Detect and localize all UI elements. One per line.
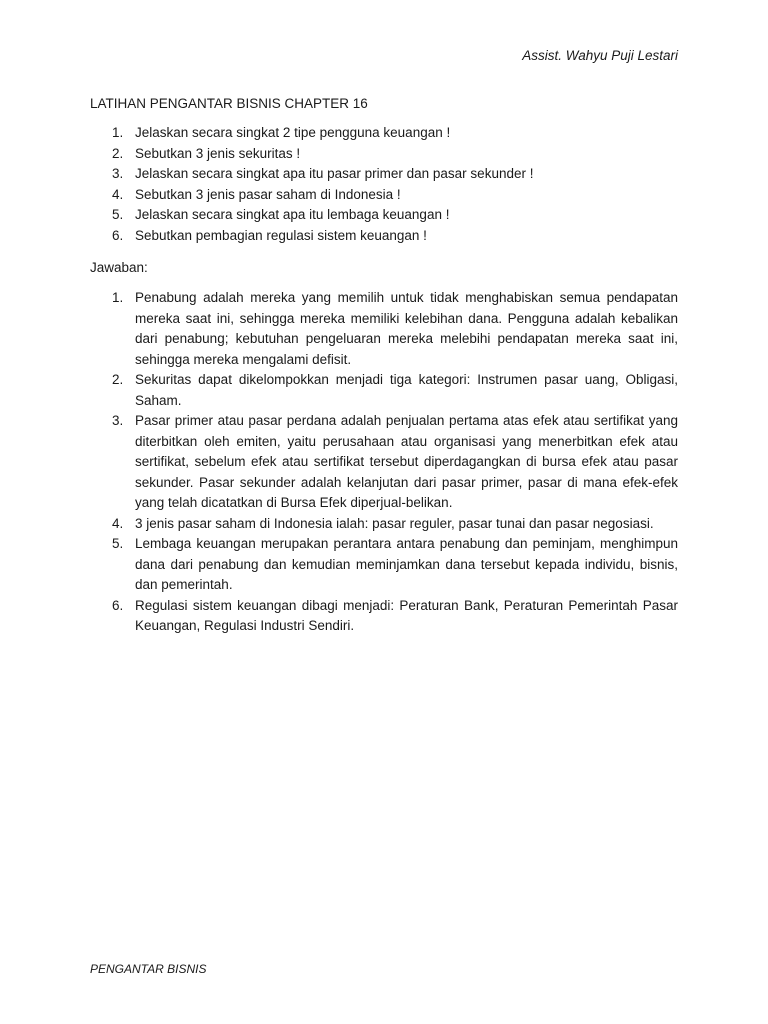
question-text: Jelaskan secara singkat apa itu lembaga keuangan ! <box>135 207 450 222</box>
list-item <box>90 411 678 514</box>
list-item <box>90 185 678 206</box>
question-list <box>90 123 678 246</box>
answer-list <box>90 288 678 637</box>
item-number: 6. <box>112 227 124 243</box>
question-text: Jelaskan secara singkat 2 tipe pengguna keuangan ! <box>135 125 451 140</box>
list-item <box>90 164 678 185</box>
item-number: 3. <box>112 166 124 181</box>
answer-text: 3 jenis pasar saham di Indonesia ialah: pasar reguler, pasar tunai dan pasar negosiasi. <box>135 515 654 531</box>
list-item <box>90 370 678 411</box>
item-number: 1. <box>112 290 124 305</box>
item-number: 1. <box>112 125 124 140</box>
list-item <box>90 144 678 165</box>
item-number: 5. <box>112 536 124 551</box>
question-text: Sebutkan 3 jenis pasar saham di Indonesia ! <box>135 186 401 202</box>
question-text: Jelaskan secara singkat apa itu pasar primer dan pasar sekunder ! <box>135 166 534 181</box>
item-number: 2. <box>112 372 124 387</box>
header-author: Assist. Wahyu Puji Lestari <box>522 48 678 63</box>
list-item <box>90 205 678 226</box>
list-item <box>90 514 678 535</box>
item-number: 4. <box>112 515 124 531</box>
list-item <box>90 596 678 637</box>
question-text: Sebutkan pembagian regulasi sistem keuangan ! <box>135 227 427 243</box>
question-text: Sebutkan 3 jenis sekuritas ! <box>135 145 301 161</box>
list-item <box>90 123 678 144</box>
list-item <box>90 226 678 247</box>
answer-text: Penabung adalah mereka yang memilih untuk tidak menghabiskan semua pendapatan mereka saat ini, sehingga mereka memiliki kelebihan dana. Pengguna adalah kebalikan dari penabung; kebutuhan pengeluaran mereka melebihi pendapatan mereka saat ini, sehingga mereka mengalami defisit. <box>135 290 678 367</box>
list-item <box>90 288 678 370</box>
item-number: 2. <box>112 145 124 161</box>
item-number: 5. <box>112 207 124 222</box>
item-number: 6. <box>112 597 124 613</box>
item-number: 4. <box>112 186 124 202</box>
page-footer: PENGANTAR BISNIS <box>90 962 207 976</box>
item-number: 3. <box>112 413 124 428</box>
page-title: LATIHAN PENGANTAR BISNIS CHAPTER 16 <box>90 96 368 111</box>
list-item <box>90 534 678 596</box>
answer-text: Regulasi sistem keuangan dibagi menjadi: Peraturan Bank, Peraturan Pemerintah Pasar Keuangan, Regulasi Industri Sendiri. <box>135 597 678 633</box>
answer-heading: Jawaban: <box>90 260 148 275</box>
answer-text: Pasar primer atau pasar perdana adalah penjualan pertama atas efek atau sertifikat yang diterbitkan oleh emiten, yaitu perusahaan atau organisasi yang menerbitkan efek atau sertifikat, sebelum efek atau sertifikat tersebut diperdagangkan di bursa efek atau pasar sekunder. Pasar sekunder adalah kelanjutan dari pasar primer, pasar di mana efek-efek yang telah dicatatkan di Bursa Efek diperjual-belikan. <box>135 413 678 510</box>
answer-text: Lembaga keuangan merupakan perantara antara penabung dan peminjam, menghimpun dana dari penabung dan kemudian meminjamkan dana tersebut kepada individu, bisnis, dan pemerintah. <box>135 536 678 592</box>
answer-text: Sekuritas dapat dikelompokkan menjadi tiga kategori: Instrumen pasar uang, Obligasi, Saham. <box>135 372 678 408</box>
